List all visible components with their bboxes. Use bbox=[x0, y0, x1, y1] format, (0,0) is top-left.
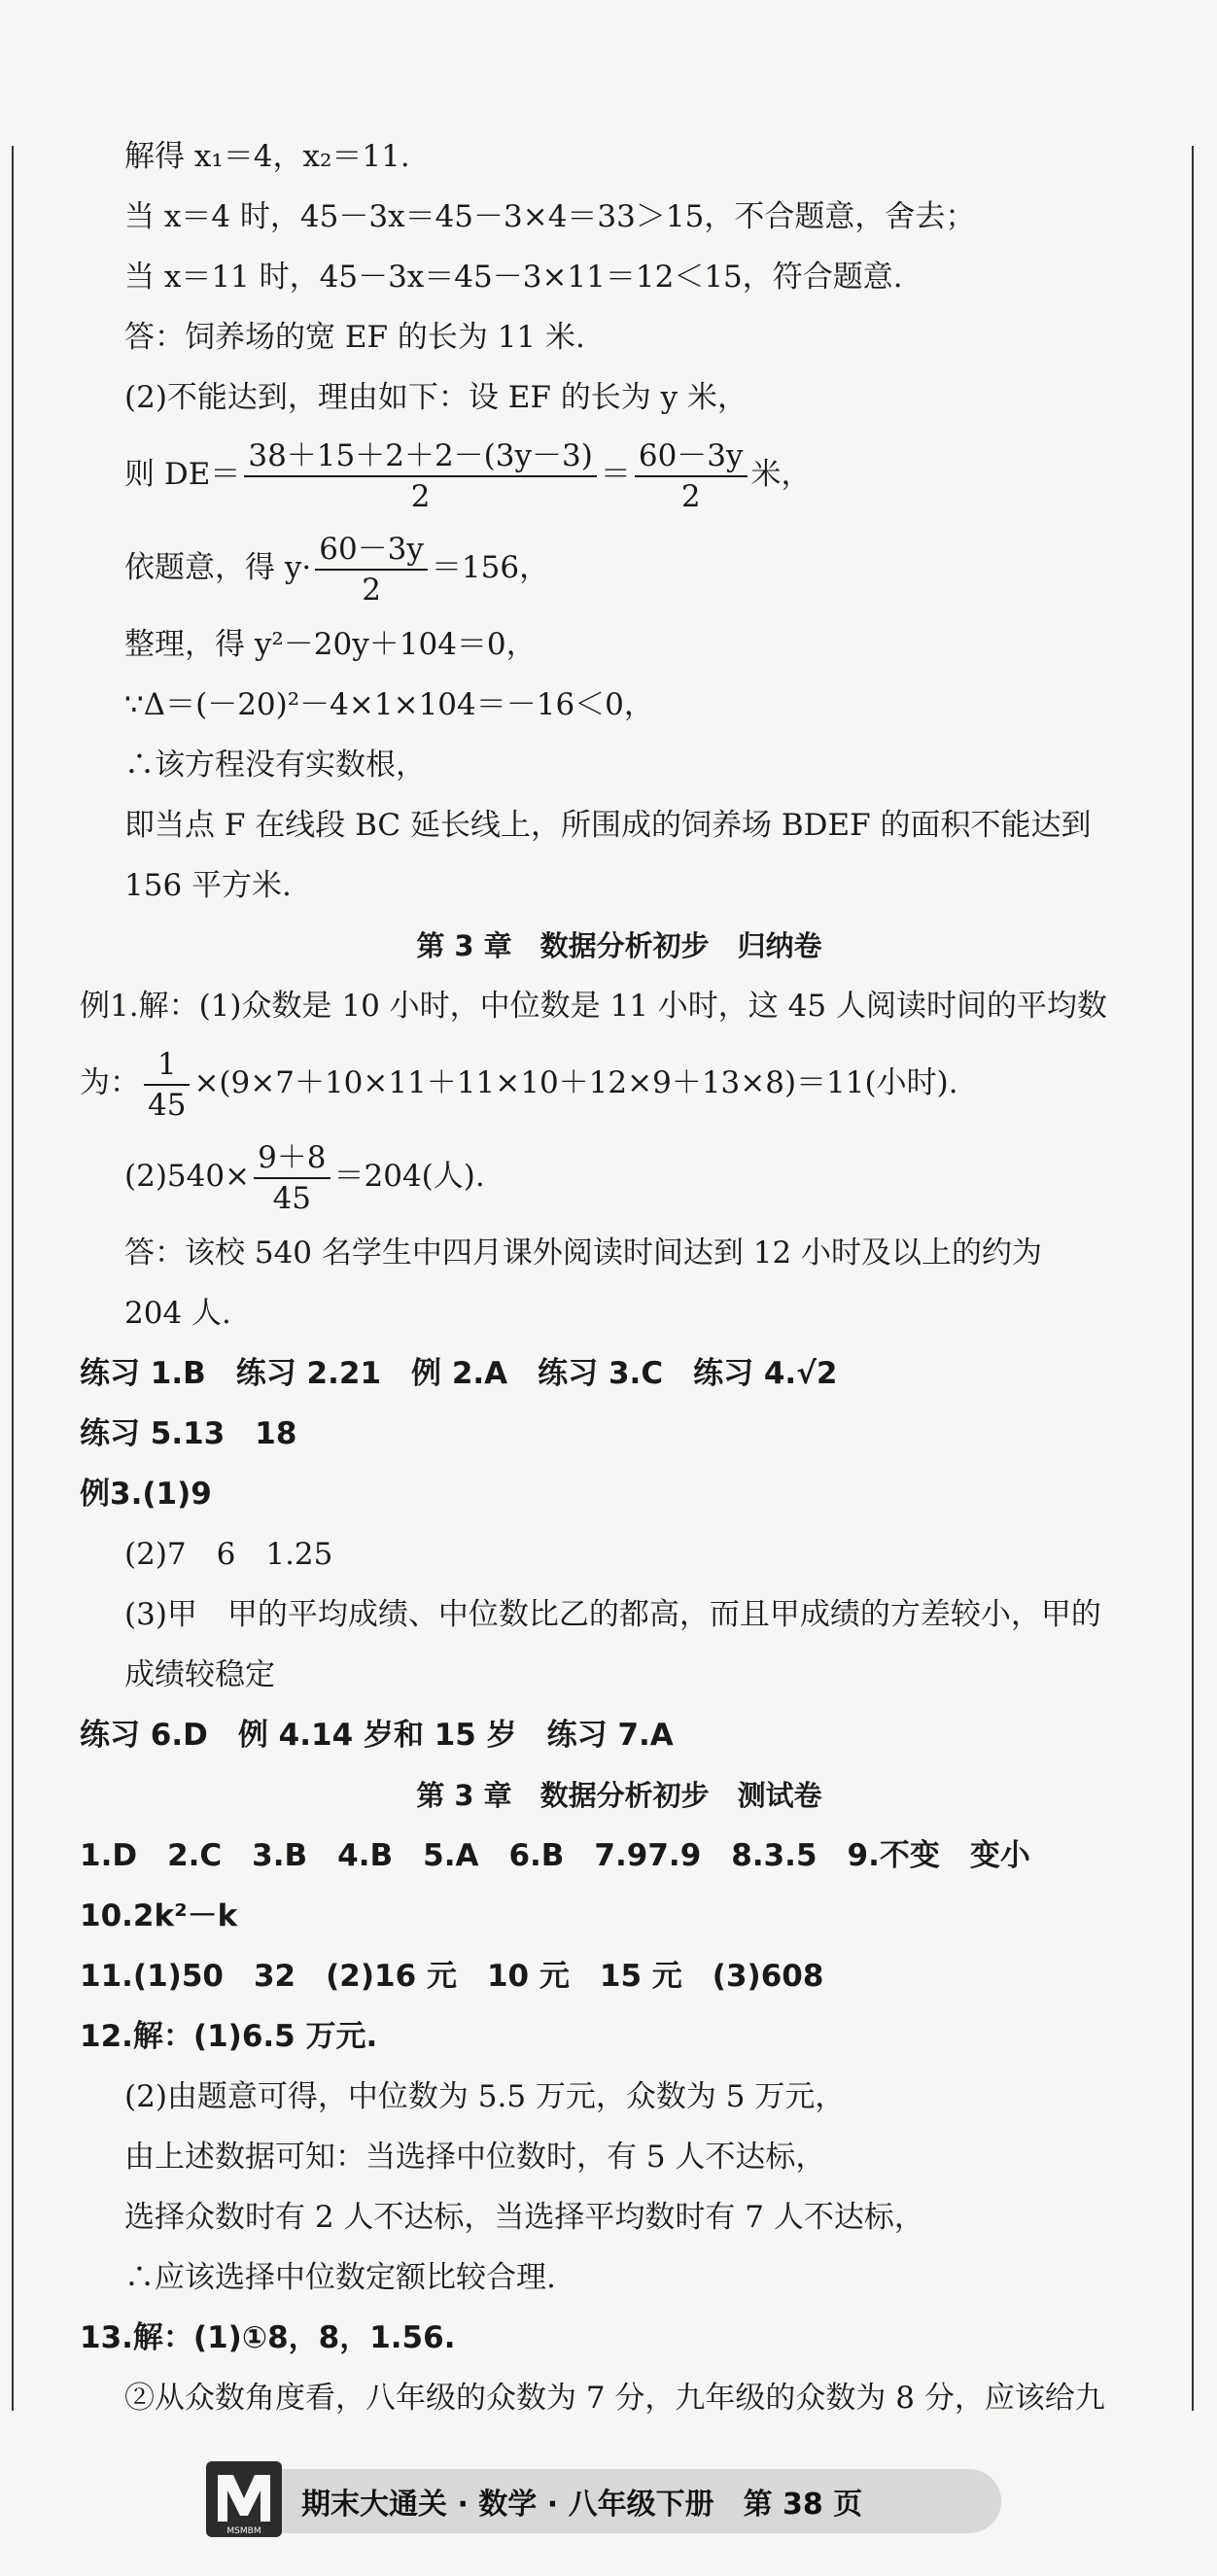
page-footer bbox=[224, 2469, 1001, 2533]
fraction bbox=[315, 530, 428, 609]
text-fragment: 为： bbox=[80, 1065, 140, 1100]
answer-key-line: 13.解：(1)①8，8，1.56. bbox=[80, 2320, 456, 2355]
answer-key-line: 练习 1.B 练习 2.21 例 2.A 练习 3.C 练习 4.√2 bbox=[80, 1356, 838, 1391]
answer-key-line: 11.(1)50 32 (2)16 元 10 元 15 元 (3)608 bbox=[80, 1959, 824, 1994]
fraction-line-de bbox=[80, 428, 1159, 521]
text-line: ∴该方程没有实数根， bbox=[124, 748, 426, 783]
denominator: 45 bbox=[148, 1087, 187, 1123]
denominator: 2 bbox=[362, 572, 381, 608]
fraction-line-equation bbox=[80, 521, 1159, 614]
fraction bbox=[244, 436, 597, 516]
numerator: 60－3y bbox=[635, 436, 748, 477]
text-line: 答：饲养场的宽 EF 的长为 11 米. bbox=[124, 320, 585, 355]
book-logo-icon bbox=[204, 2457, 284, 2541]
text-line: ∵Δ＝(－20)²－4×1×104＝－16＜0， bbox=[124, 687, 654, 722]
answer-content bbox=[80, 126, 1159, 2428]
text-line: 即当点 F 在线段 BC 延长线上，所围成的饲养场 BDEF 的面积不能达到 bbox=[124, 808, 1092, 843]
text-fragment: ＝204(人). bbox=[333, 1159, 485, 1194]
answer-key-line: 10.2k²－k bbox=[80, 1898, 238, 1933]
text-line: (2)7 6 1.25 bbox=[124, 1537, 333, 1572]
text-line: 当 x＝11 时，45－3x＝45－3×11＝12＜15，符合题意. bbox=[124, 260, 903, 295]
fraction-line-mean bbox=[80, 1036, 1159, 1130]
numerator: 60－3y bbox=[315, 530, 428, 571]
text-line: 当 x＝4 时，45－3x＝45－3×4＝33＞15，不合题意，舍去； bbox=[124, 199, 976, 234]
numerator: 1 bbox=[144, 1045, 190, 1086]
answer-key-line: 1.D 2.C 3.B 4.B 5.A 6.B 7.97.9 8.3.5 9.不变 变小 bbox=[80, 1838, 1030, 1873]
answer-key-line: 练习 5.13 18 bbox=[80, 1416, 297, 1451]
denominator: 45 bbox=[272, 1180, 312, 1216]
denominator: 2 bbox=[680, 478, 701, 514]
text-line: 由上述数据可知：当选择中位数时，有 5 人不达标， bbox=[124, 2140, 826, 2175]
answer-key-line: 例3.(1)9 bbox=[80, 1477, 212, 1512]
right-margin-rule bbox=[1192, 146, 1194, 2411]
denominator: 2 bbox=[410, 478, 431, 514]
text-fragment: (2)540× bbox=[124, 1159, 251, 1194]
section-heading: 第 3 章 数据分析初步 测试卷 bbox=[416, 1779, 822, 1812]
left-margin-rule bbox=[12, 146, 14, 2411]
text-line: 成绩较稳定 bbox=[124, 1657, 275, 1692]
text-fragment: ×(9×7＋10×11＋11×10＋12×9＋13×8)＝11(小时). bbox=[193, 1065, 958, 1100]
text-fragment: 则 DE＝ bbox=[124, 457, 241, 492]
text-line: (3)甲 甲的平均成绩、中位数比乙的都高，而且甲成绩的方差较小，甲的 bbox=[124, 1597, 1101, 1632]
text-fragment: 米， bbox=[750, 457, 812, 492]
text-line: 选择众数时有 2 人不达标，当选择平均数时有 7 人不达标， bbox=[124, 2200, 924, 2235]
text-line: 156 平方米. bbox=[124, 868, 292, 903]
text-line: 解得 x₁＝4，x₂＝11. bbox=[124, 139, 410, 174]
text-line: (2)由题意可得，中位数为 5.5 万元，众数为 5 万元， bbox=[124, 2079, 846, 2114]
text-line: (2)不能达到，理由如下：设 EF 的长为 y 米， bbox=[124, 380, 748, 415]
text-fragment: 依题意，得 y· bbox=[124, 550, 312, 585]
section-heading: 第 3 章 数据分析初步 归纳卷 bbox=[416, 929, 822, 962]
fraction-line-count bbox=[80, 1130, 1159, 1223]
text-line: 整理，得 y²－20y＋104＝0， bbox=[124, 627, 537, 662]
text-line: 答：该校 540 名学生中四月课外阅读时间达到 12 小时及以上的约为 bbox=[124, 1236, 1043, 1271]
numerator: 9＋8 bbox=[254, 1138, 330, 1179]
text-line: 204 人. bbox=[124, 1296, 231, 1331]
answer-key-line: 练习 6.D 例 4.14 岁和 15 岁 练习 7.A bbox=[80, 1718, 674, 1753]
numerator: 38＋15＋2＋2－(3y－3) bbox=[244, 436, 597, 477]
fraction bbox=[144, 1045, 190, 1125]
text-fragment: ＝ bbox=[600, 457, 631, 492]
fraction bbox=[254, 1138, 330, 1218]
text-fragment: ＝156， bbox=[431, 550, 550, 585]
text-line: ②从众数角度看，八年级的众数为 7 分，九年级的众数为 8 分，应该给九 bbox=[124, 2381, 1105, 2416]
text-line: 例1.解：(1)众数是 10 小时，中位数是 11 小时，这 45 人阅读时间的平均数 bbox=[80, 989, 1107, 1024]
answer-key-line: 12.解：(1)6.5 万元. bbox=[80, 2019, 378, 2054]
text-line: ∴应该选择中位数定额比较合理. bbox=[124, 2260, 556, 2295]
logo-text: MSMBM bbox=[226, 2526, 261, 2536]
footer-text: 期末大通关 · 数学 · 八年级下册 第 38 页 bbox=[301, 2488, 863, 2522]
fraction bbox=[635, 436, 748, 516]
